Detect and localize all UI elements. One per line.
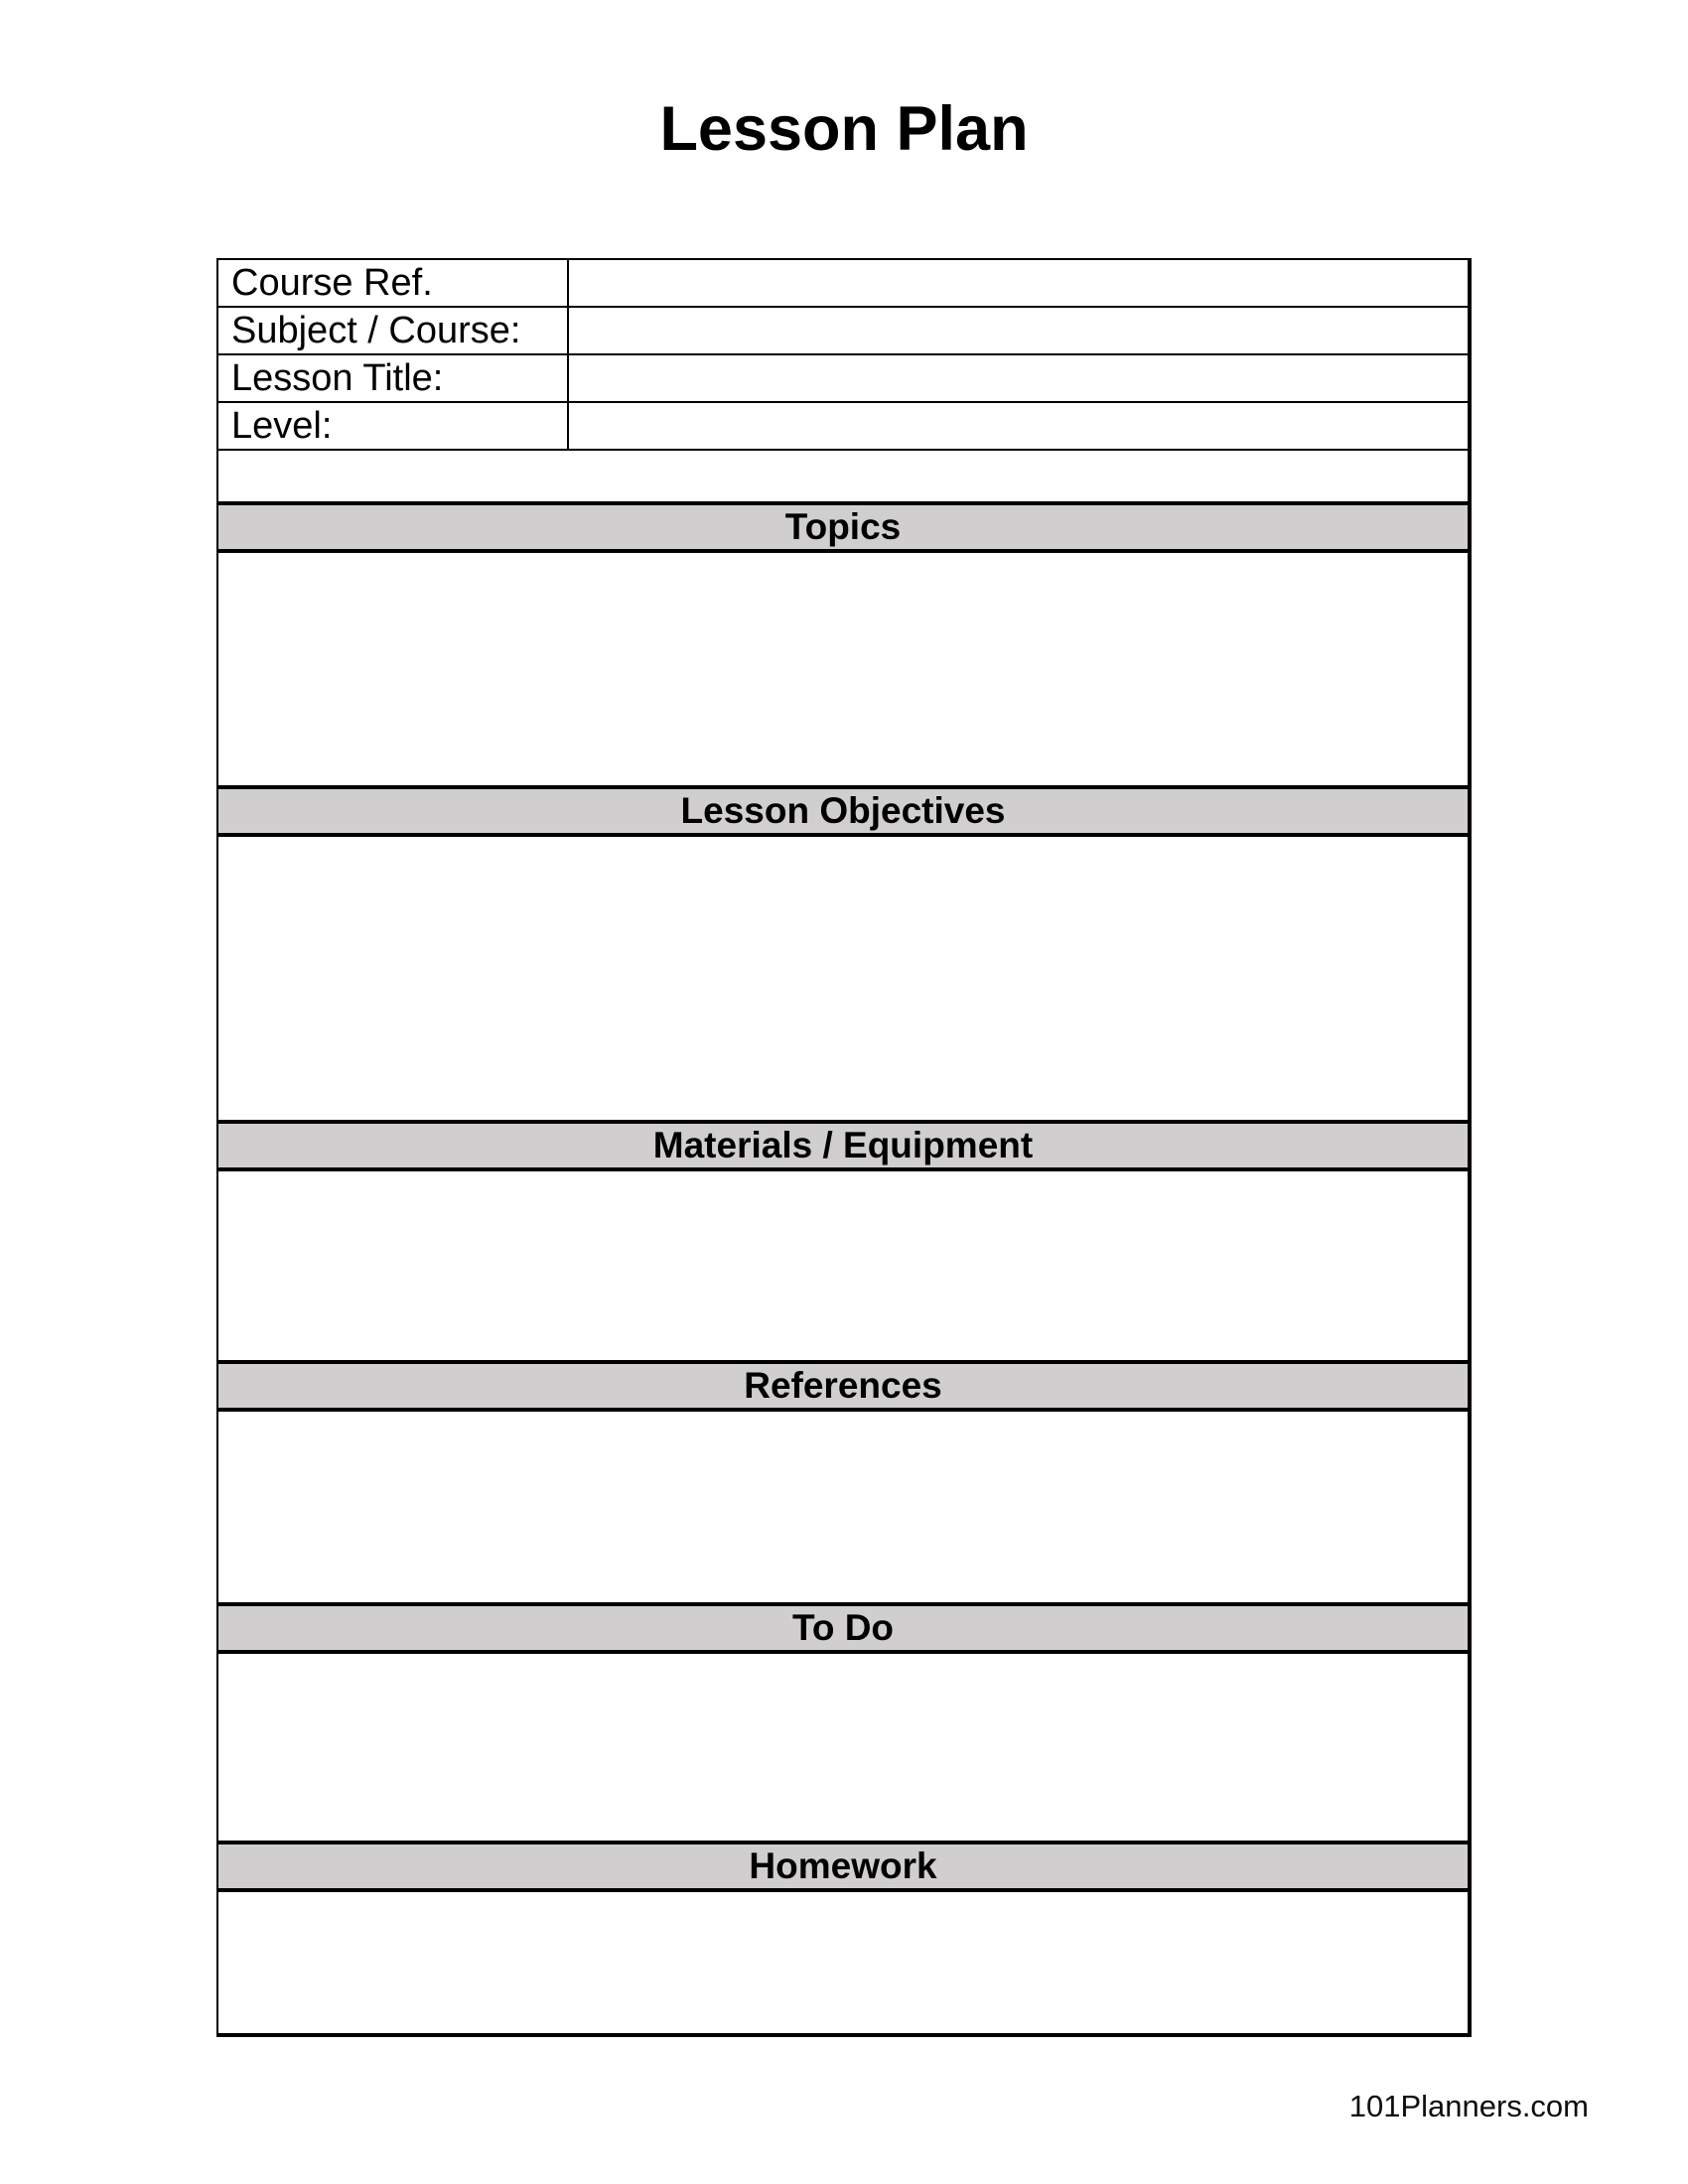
section-header-topics: [218, 501, 1468, 553]
lesson-plan-table: [216, 258, 1472, 2037]
section-header-lesson-objectives: [218, 785, 1468, 837]
info-row-lesson-title: [218, 355, 1468, 403]
section-title-to-do: To Do: [791, 1607, 895, 1648]
info-value-course-ref[interactable]: [569, 260, 1468, 306]
info-label-course-ref: Course Ref.: [218, 260, 569, 306]
section-header-references: [218, 1360, 1468, 1412]
info-row-course-ref: [218, 260, 1468, 308]
section-title-homework: Homework: [749, 1845, 937, 1886]
section-content-materials-equipment[interactable]: [218, 1171, 1468, 1360]
section-header-to-do: [218, 1602, 1468, 1654]
section-content-topics[interactable]: [218, 553, 1468, 785]
section-content-to-do[interactable]: [218, 1654, 1468, 1841]
info-row-level: [218, 403, 1468, 451]
section-topics: [218, 501, 1468, 785]
page-title: Lesson Plan: [659, 94, 1029, 164]
info-value-subject-course[interactable]: [569, 308, 1468, 353]
section-header-materials-equipment: [218, 1120, 1468, 1171]
info-label-level: Level:: [218, 403, 569, 449]
info-row-subject-course: [218, 308, 1468, 355]
section-references: [218, 1360, 1468, 1602]
section-content-lesson-objectives[interactable]: [218, 837, 1468, 1120]
section-content-references[interactable]: [218, 1412, 1468, 1602]
section-to-do: [218, 1602, 1468, 1841]
section-content-homework[interactable]: [218, 1892, 1468, 2033]
section-homework: [218, 1841, 1468, 2033]
section-lesson-objectives: [218, 785, 1468, 1120]
section-title-materials-equipment: Materials / Equipment: [652, 1125, 1034, 1165]
info-value-level[interactable]: [569, 403, 1468, 449]
section-title-lesson-objectives: Lesson Objectives: [680, 790, 1006, 831]
footer-site-name: 101Planners.com: [1348, 2089, 1589, 2123]
section-header-homework: [218, 1841, 1468, 1892]
info-label-subject-course: Subject / Course:: [218, 308, 569, 353]
section-title-references: References: [744, 1365, 942, 1406]
info-value-lesson-title[interactable]: [569, 355, 1468, 401]
info-label-lesson-title: Lesson Title:: [218, 355, 569, 401]
section-materials-equipment: [218, 1120, 1468, 1360]
spacer-row: [218, 451, 1468, 501]
section-title-topics: Topics: [784, 506, 902, 547]
